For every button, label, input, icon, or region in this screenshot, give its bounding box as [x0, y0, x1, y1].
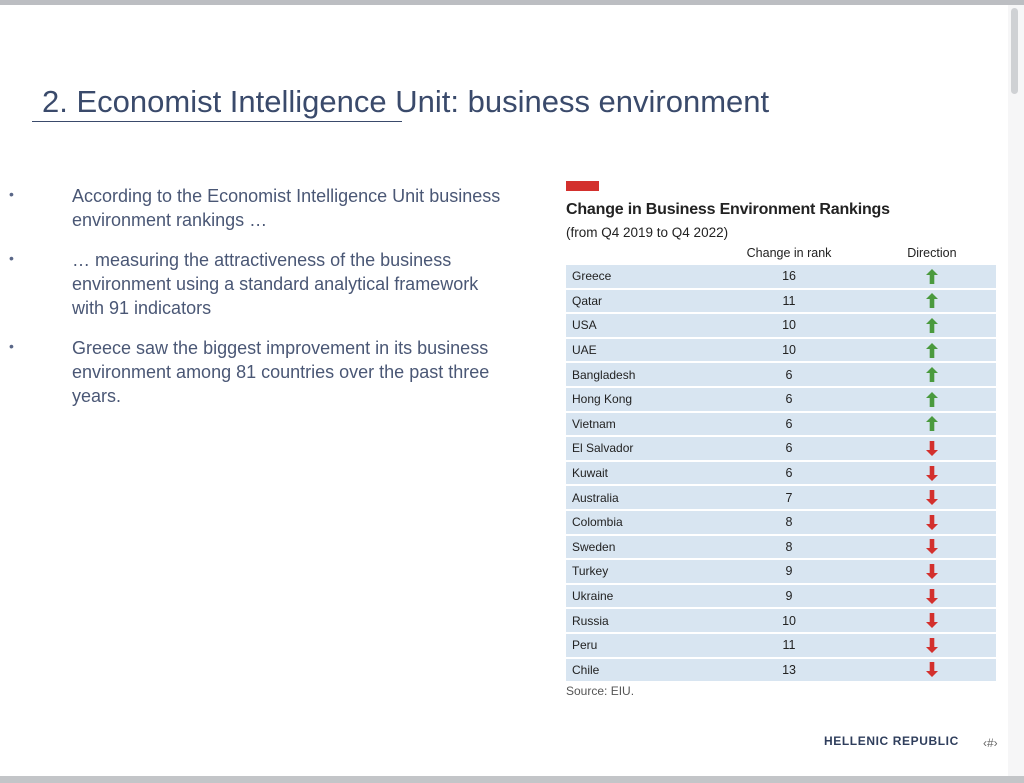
arrow-down-icon [926, 613, 938, 628]
rankings-table [566, 242, 996, 681]
figure-title: Change in Business Environment Rankings [566, 201, 890, 218]
arrow-down-icon [926, 441, 938, 456]
table-header-row [566, 242, 996, 264]
country-cell: USA [566, 313, 710, 338]
figure-subtitle: (from Q4 2019 to Q4 2022) [566, 225, 729, 240]
bullet-item [0, 184, 520, 232]
change-cell: 8 [710, 510, 867, 535]
table-row [566, 387, 996, 412]
header-direction: Direction [907, 245, 957, 260]
arrow-up-icon [926, 343, 938, 358]
change-cell: 13 [710, 658, 867, 682]
table-row [566, 412, 996, 437]
change-cell: 10 [710, 608, 867, 633]
arrow-down-icon [926, 490, 938, 505]
arrow-down-icon [926, 589, 938, 604]
country-cell: Ukraine [566, 584, 710, 609]
table-row [566, 559, 996, 584]
bullet-dot-icon: • [9, 186, 14, 202]
bullet-item [0, 336, 520, 408]
table-row [566, 362, 996, 387]
country-cell: Chile [566, 658, 710, 682]
bullet-dot-icon: • [9, 250, 14, 266]
direction-cell [868, 313, 996, 338]
country-cell: Vietnam [566, 412, 710, 437]
scrollbar-thumb[interactable] [1011, 8, 1018, 94]
top-border [0, 0, 1024, 5]
arrow-up-icon [926, 392, 938, 407]
country-cell: Qatar [566, 289, 710, 314]
arrow-up-icon [926, 367, 938, 382]
arrow-down-icon [926, 539, 938, 554]
change-cell: 10 [710, 313, 867, 338]
table-row [566, 264, 996, 289]
bullet-text: According to the Economist Intelligence Unit business environment rankings … [72, 186, 501, 230]
arrow-down-icon [926, 466, 938, 481]
arrow-up-icon [926, 269, 938, 284]
country-cell: Peru [566, 633, 710, 658]
table-row [566, 485, 996, 510]
table-row [566, 584, 996, 609]
country-cell: Sweden [566, 535, 710, 560]
table-row [566, 461, 996, 486]
arrow-up-icon [926, 318, 938, 333]
country-cell: Russia [566, 608, 710, 633]
header-change-in-rank: Change in rank [746, 245, 832, 260]
arrow-down-icon [926, 638, 938, 653]
country-cell: Kuwait [566, 461, 710, 486]
bullet-list [0, 184, 520, 424]
direction-cell [868, 559, 996, 584]
bottom-border [0, 776, 1024, 783]
header-country [566, 242, 710, 264]
table-row [566, 633, 996, 658]
change-cell: 10 [710, 338, 867, 363]
change-cell: 6 [710, 436, 867, 461]
table-row [566, 510, 996, 535]
direction-cell [868, 338, 996, 363]
change-cell: 11 [710, 633, 867, 658]
country-cell: UAE [566, 338, 710, 363]
direction-cell [868, 658, 996, 682]
footer-brand: HELLENIC REPUBLIC [824, 734, 959, 748]
country-cell: Hong Kong [566, 387, 710, 412]
arrow-down-icon [926, 564, 938, 579]
change-cell: 6 [710, 362, 867, 387]
direction-cell [868, 485, 996, 510]
country-cell: Australia [566, 485, 710, 510]
change-cell: 8 [710, 535, 867, 560]
direction-cell [868, 461, 996, 486]
change-cell: 9 [710, 584, 867, 609]
bullet-item [0, 248, 520, 320]
direction-cell [868, 436, 996, 461]
arrow-up-icon [926, 416, 938, 431]
rankings-figure [566, 181, 996, 698]
change-cell: 6 [710, 461, 867, 486]
table-row [566, 289, 996, 314]
table-row [566, 313, 996, 338]
direction-cell [868, 362, 996, 387]
direction-cell [868, 412, 996, 437]
page-number-placeholder: ‹#› [983, 736, 998, 750]
figure-source: Source: EIU. [566, 684, 635, 699]
change-cell: 6 [710, 387, 867, 412]
direction-cell [868, 633, 996, 658]
change-cell: 11 [710, 289, 867, 314]
arrow-down-icon [926, 515, 938, 530]
arrow-up-icon [926, 293, 938, 308]
slide-title: 2. Economist Intelligence Unit: business environment [42, 84, 770, 119]
arrow-down-icon [926, 662, 938, 677]
country-cell: Greece [566, 264, 710, 289]
table-body [566, 264, 996, 681]
country-cell: El Salvador [566, 436, 710, 461]
figure-accent-bar [566, 181, 599, 191]
country-cell: Colombia [566, 510, 710, 535]
direction-cell [868, 584, 996, 609]
direction-cell [868, 289, 996, 314]
bullet-dot-icon: • [9, 338, 14, 354]
direction-cell [868, 264, 996, 289]
table-row [566, 608, 996, 633]
direction-cell [868, 535, 996, 560]
change-cell: 7 [710, 485, 867, 510]
scrollbar-track[interactable] [1008, 5, 1024, 776]
table-row [566, 338, 996, 363]
title-underline [32, 121, 402, 122]
table-row [566, 658, 996, 682]
direction-cell [868, 510, 996, 535]
direction-cell [868, 387, 996, 412]
country-cell: Bangladesh [566, 362, 710, 387]
change-cell: 6 [710, 412, 867, 437]
table-row [566, 436, 996, 461]
bullet-text: Greece saw the biggest improvement in its business environment among 81 countries over the past three years. [72, 338, 490, 406]
change-cell: 16 [710, 264, 867, 289]
change-cell: 9 [710, 559, 867, 584]
bullet-text: … measuring the attractiveness of the business environment using a standard analytical framework with 91 indicators [72, 250, 479, 318]
direction-cell [868, 608, 996, 633]
table-row [566, 535, 996, 560]
country-cell: Turkey [566, 559, 710, 584]
